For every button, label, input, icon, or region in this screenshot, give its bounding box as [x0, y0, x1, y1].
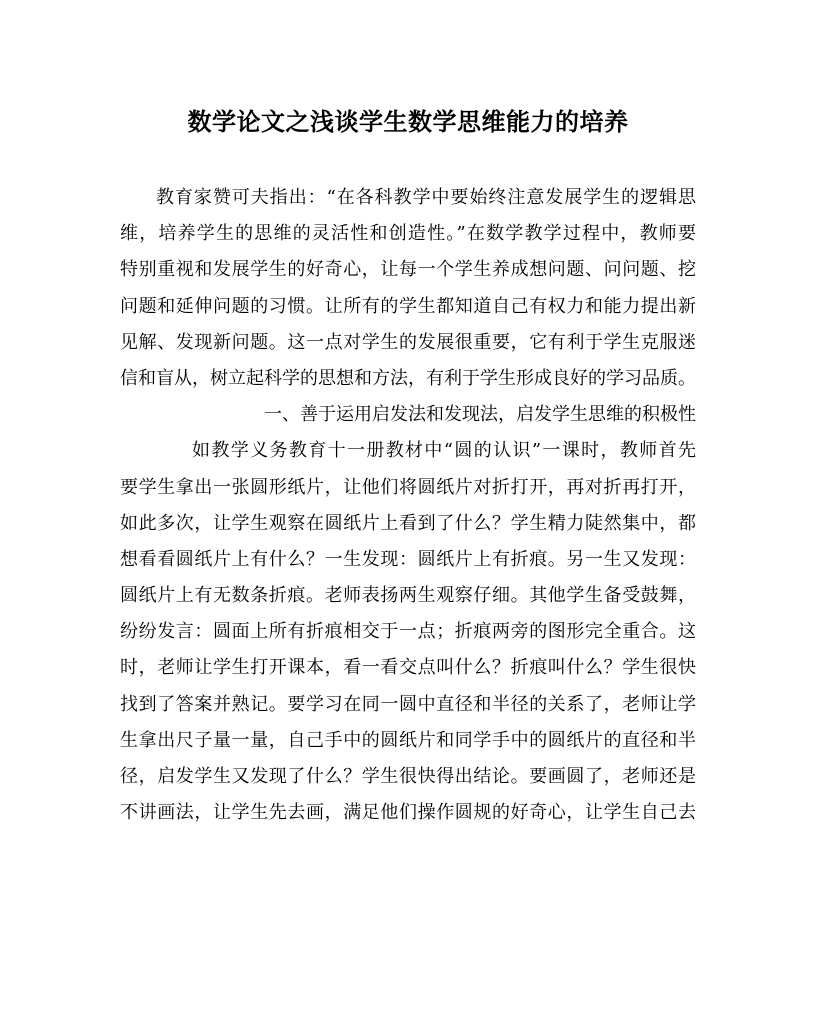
paragraph-line: 如教学义务教育十一册教材中“圆的认识”一课时，教师首先 [192, 440, 696, 462]
paragraph-line: 问题和延伸问题的习惯。让所有的学生都知道自己有权力和能力提出新 [120, 295, 696, 317]
paragraph-line: 找到了答案并熟记。要学习在同一圆中直径和半径的关系了，老师让学 [120, 693, 696, 715]
paragraph-line: 想看看圆纸片上有什么？一生发现：圆纸片上有折痕。另一生又发现： [120, 548, 696, 570]
paragraph-line: 如此多次，让学生观察在圆纸片上看到了什么？学生精力陡然集中，都 [120, 512, 696, 534]
paragraph-line: 教育家赞可夫指出：“在各科教学中要始终注意发展学生的逻辑思 [156, 187, 696, 208]
paragraph-line: 圆纸片上有无数条折痕。老师表扬两生观察仔细。其他学生备受鼓舞， [120, 585, 696, 607]
paragraph-line: 生拿出尺子量一量，自己手中的圆纸片和同学手中的圆纸片的直径和半 [120, 729, 696, 751]
paragraph-line: 时，老师让学生打开课本，看一看交点叫什么？折痕叫什么？学生很快 [120, 657, 696, 679]
document-body [120, 180, 696, 831]
paragraph-line: 不讲画法，让学生先去画，满足他们操作圆规的好奇心，让学生自己去 [120, 802, 696, 824]
paragraph-line: 见解、发现新问题。这一点对学生的发展很重要，它有利于学生克服迷 [120, 331, 696, 353]
document-title: 数学论文之浅谈学生数学思维能力的培养 [187, 107, 629, 136]
paragraph-line: 维，培养学生的思维的灵活性和创造性。”在数学教学过程中，教师要 [120, 223, 696, 245]
paragraph-line: 径，启发学生又发现了什么？学生很快得出结论。要画圆了，老师还是 [120, 766, 696, 787]
section-heading: 一、善于运用启发法和发现法，启发学生思维的积极性 [264, 404, 696, 426]
paragraph-line: 信和盲从，树立起科学的思想和方法，有利于学生形成良好的学习品质。 [120, 367, 696, 389]
paragraph-line: 纷纷发言：圆面上所有折痕相交于一点；折痕两旁的图形完全重合。这 [120, 621, 696, 643]
paragraph-line: 要学生拿出一张圆形纸片，让他们将圆纸片对折打开，再对折再打开， [120, 476, 696, 498]
paragraph-line: 特别重视和发展学生的好奇心，让每一个学生养成想问题、问问题、挖 [120, 259, 696, 281]
